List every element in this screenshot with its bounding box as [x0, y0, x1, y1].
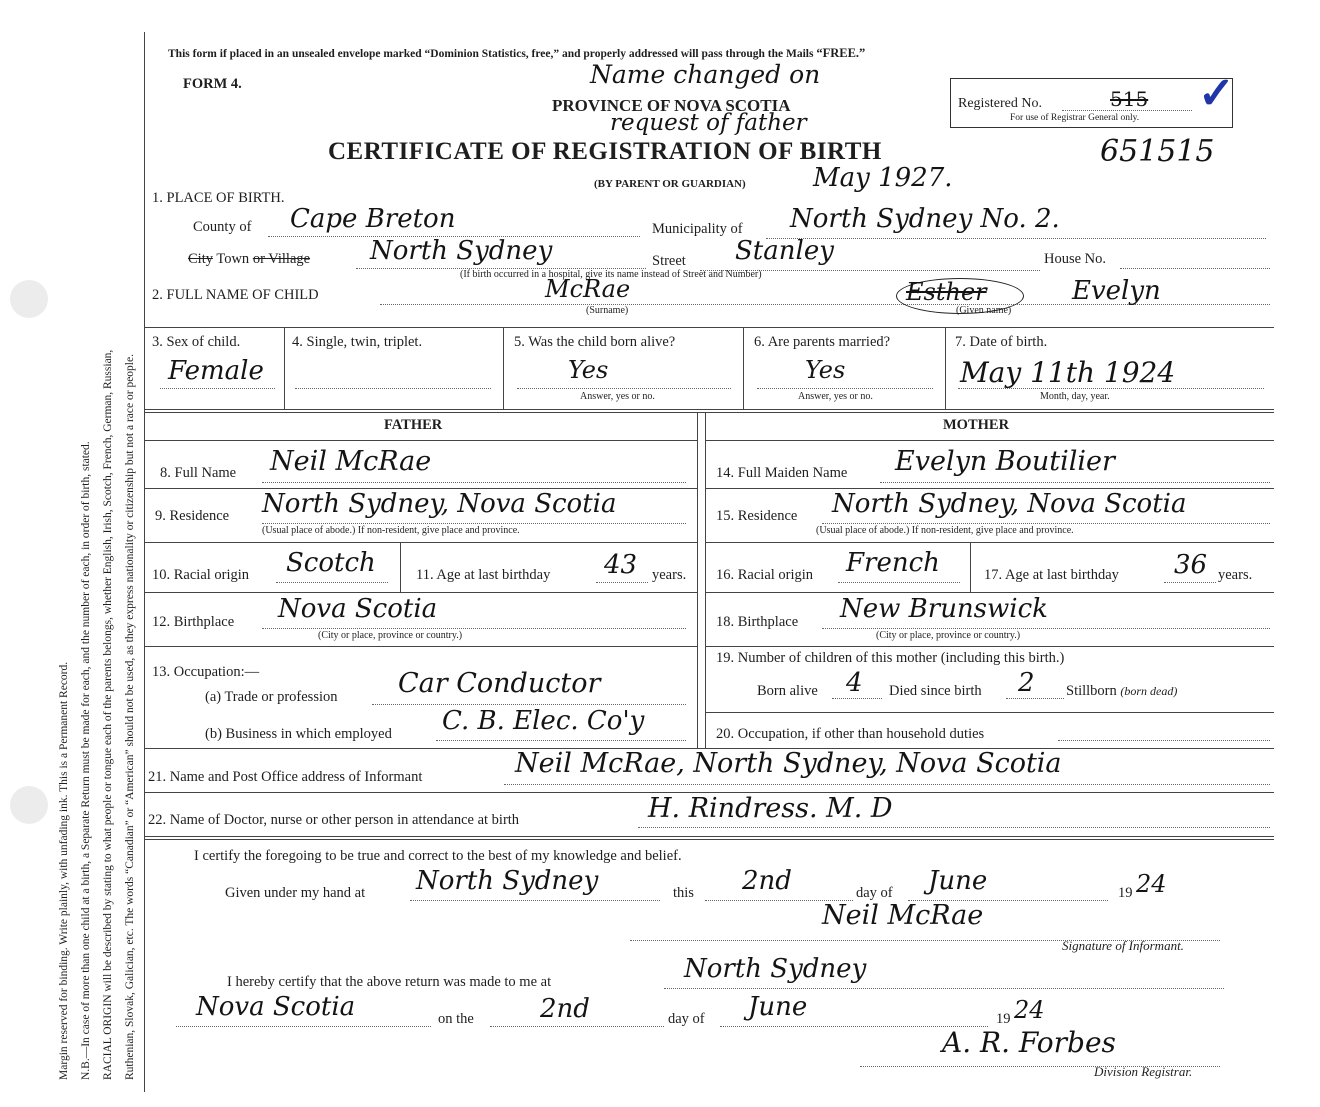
row3-divider-4 [945, 327, 946, 409]
father-trade-dotline [372, 704, 686, 705]
mother-residence-dotline [822, 523, 1270, 524]
father-occupation-label: 13. Occupation:— [152, 664, 260, 680]
father-heading: FATHER [384, 417, 443, 433]
registered-label: Registered No. [958, 96, 1042, 111]
mother-birthplace-label: 18. Birthplace [716, 614, 799, 630]
sex-dotline [160, 388, 275, 389]
town-value: North Sydney [370, 236, 553, 266]
registrar-title: Division Registrar. [1094, 1064, 1193, 1079]
mother-birthplace-dotline [822, 628, 1270, 629]
dob-caption: Month, day, year. [1040, 391, 1110, 402]
father-birthplace-caption: (City or place, province or country.) [318, 630, 463, 641]
dob-label: 7. Date of birth. [955, 334, 1048, 350]
registrar-year-value: 24 [1014, 996, 1045, 1024]
child-name-label: 2. FULL NAME OF CHILD [152, 287, 319, 303]
mother-racial-value: French [846, 548, 940, 578]
mother-occupation-dotline [1058, 740, 1270, 741]
registered-dotline [1062, 110, 1192, 111]
child-given-name: Evelyn [1072, 276, 1161, 306]
father-racial-value: Scotch [286, 548, 376, 578]
side-note-racial-origin-2: Ruthenian, Slovak, Galician, etc. The words “Canadian” or “American” should not be used, as they express nationality or citizenship but not a race or people. [124, 354, 136, 1080]
mother-occupation-label: 20. Occupation, if other than household duties [716, 726, 985, 742]
married-value: Yes [805, 356, 846, 384]
father-racial-label: 10. Racial origin [152, 567, 250, 583]
row3-divider-2 [503, 327, 504, 409]
mother-birthplace-caption: (City or place, province or country.) [876, 630, 1021, 641]
heading-underline-left [144, 440, 697, 441]
doctor-label: 22. Name of Doctor, nurse or other person in attendance at birth [148, 812, 520, 828]
died-dotline [1006, 698, 1064, 699]
born-alive-dotline [832, 698, 882, 699]
given-place-dotline [410, 900, 660, 901]
father-years-label: years. [652, 567, 687, 583]
died-label: Died since birth [889, 683, 982, 699]
mailing-note: This form if placed in an unsealed envelope marked “Dominion Statistics, free,” and properly addressed will pass through the Mails “FREE.” [168, 46, 866, 60]
binding-hole-top [10, 280, 48, 318]
place-of-birth-heading: 1. PLACE OF BIRTH. [152, 190, 285, 206]
heading-underline-right [705, 440, 1274, 441]
binding-hole-middle [10, 786, 48, 824]
father-birthplace-value: Nova Scotia [278, 594, 438, 624]
side-note-multiple-births: N.B.—In case of more than one child at a birth, a Separate Return must be made for each, and the number of each, in order of birth, stated. [80, 441, 92, 1080]
father-age-dotline [596, 582, 648, 583]
parents-top-rule-1 [144, 409, 1274, 410]
mother-racial-divider [970, 542, 971, 592]
registrar-day-value: 2nd [540, 994, 590, 1024]
mother-age-dotline [1164, 582, 1216, 583]
father-row-rule-4 [144, 646, 697, 647]
doctor-value: H. Rindress. M. D [648, 793, 893, 824]
mother-name-value: Evelyn Boutilier [895, 446, 1115, 477]
mother-heading: MOTHER [943, 417, 1010, 433]
mother-row-rule-3 [705, 592, 1274, 593]
registrar-month-value: June [748, 992, 808, 1022]
sex-label: 3. Sex of child. [152, 334, 241, 350]
father-residence-caption: (Usual place of abode.) If non-resident, give place and province. [262, 525, 520, 536]
informant-value: Neil McRae, North Sydney, Nova Scotia [515, 748, 1062, 779]
annotation-date: May 1927. [813, 163, 953, 193]
plurality-label: 4. Single, twin, triplet. [292, 334, 423, 350]
given-under-label: Given under my hand at [225, 885, 366, 901]
doctor-dotline [638, 827, 1270, 828]
father-row-rule-3 [144, 592, 697, 593]
given-name-caption: (Given name) [956, 305, 1012, 316]
father-name-label: 8. Full Name [160, 465, 237, 481]
form-number: FORM 4. [183, 76, 242, 92]
checkmark-icon: ✓ [1198, 69, 1235, 118]
died-value: 2 [1018, 668, 1035, 698]
married-dotline [757, 388, 933, 389]
stillborn-caption: (born dead) [1120, 684, 1178, 698]
house-dotline [1120, 268, 1270, 269]
registrar-place-dotline [664, 988, 1224, 989]
alive-label: 5. Was the child born alive? [514, 334, 676, 350]
mailing-free: “FREE.” [816, 46, 866, 60]
dob-value: May 11th 1924 [960, 356, 1176, 389]
given-month-value: June [928, 866, 988, 896]
certification-top-rule-1 [144, 836, 1274, 837]
mother-years-label: years. [1218, 567, 1253, 583]
father-racial-divider [400, 542, 401, 592]
father-name-value: Neil McRae [270, 446, 432, 477]
certificate-title: CERTIFICATE OF REGISTRATION OF BIRTH [328, 138, 882, 165]
father-birthplace-label: 12. Birthplace [152, 614, 235, 630]
row3-top-border [144, 327, 1274, 328]
given-day-value: 2nd [742, 866, 792, 896]
child-surname: McRae [545, 275, 631, 303]
informant-dotline [504, 784, 1270, 785]
annotation-name-changed: Name changed on [590, 60, 821, 89]
child-given-name-crossed: Esther [906, 278, 987, 306]
sex-value: Female [168, 356, 264, 386]
city-label: City [188, 251, 213, 267]
mother-row-rule-2 [705, 542, 1274, 543]
county-value: Cape Breton [290, 204, 456, 234]
mother-children-label: 19. Number of children of this mother (including this birth.) [716, 650, 1065, 666]
father-residence-value: North Sydney, Nova Scotia [262, 489, 617, 519]
certify-statement: I certify the foregoing to be true and correct to the best of my knowledge and belief. [194, 848, 682, 864]
stillborn-label: Stillborn [1066, 683, 1117, 699]
annotation-request-of-father: request of father [610, 110, 807, 136]
village-label: or Village [252, 251, 311, 267]
father-residence-label: 9. Residence [155, 508, 230, 524]
alive-value: Yes [568, 356, 609, 384]
municipality-label: Municipality of [652, 221, 743, 237]
registrar-signature: A. R. Forbes [942, 1026, 1116, 1059]
hospital-note: (If birth occurred in a hospital, give its name instead of Street and Number) [460, 269, 762, 280]
born-alive-label: Born alive [757, 683, 818, 699]
surname-caption: (Surname) [586, 305, 629, 316]
father-business-value: C. B. Elec. Co'y [442, 706, 645, 736]
mother-residence-label: 15. Residence [716, 508, 798, 524]
father-trade-label: (a) Trade or profession [205, 689, 338, 705]
mother-age-label: 17. Age at last birthday [984, 567, 1119, 583]
row3-divider-1 [284, 327, 285, 409]
given-place-value: North Sydney [416, 866, 599, 896]
registrar-year-prefix: 19 [996, 1011, 1011, 1027]
registrar-statement: I hereby certify that the above return was made to me at [227, 974, 552, 990]
informant-label: 21. Name and Post Office address of Informant [148, 769, 423, 785]
father-trade-value: Car Conductor [398, 668, 601, 699]
form-border-left [144, 32, 145, 1092]
side-note-racial-origin-1: RACIAL ORIGIN will be described by stating to what people or tongue each of the parents belongs, whether English, Irish, Scotch, French, German, Russian, [102, 349, 114, 1080]
county-label: County of [193, 219, 252, 235]
father-name-dotline [262, 482, 686, 483]
stillborn-label-row [1066, 683, 1177, 700]
father-age-label: 11. Age at last birthday [416, 567, 551, 583]
street-label: Street [652, 253, 686, 269]
parents-divider-a [697, 412, 698, 748]
father-residence-dotline [262, 523, 686, 524]
given-this-label: this [673, 885, 694, 901]
registrar-place2-dotline [176, 1026, 431, 1027]
married-caption: Answer, yes or no. [798, 391, 873, 402]
given-day-of-label: day of [856, 885, 893, 901]
registrar-use-note: For use of Registrar General only. [1010, 113, 1140, 123]
subtitle: (BY PARENT OR GUARDIAN) [594, 178, 746, 190]
mother-racial-label: 16. Racial origin [716, 567, 814, 583]
certification-top-rule-2 [144, 839, 1274, 840]
born-alive-value: 4 [846, 668, 863, 698]
side-note-binding: Margin reserved for binding. Write plainly, with unfading ink. This is a Permanent Record. [58, 661, 70, 1080]
informant-signature: Neil McRae [822, 900, 984, 931]
alive-caption: Answer, yes or no. [580, 391, 655, 402]
father-racial-dotline [276, 582, 388, 583]
informant-signature-caption: Signature of Informant. [1062, 938, 1184, 953]
plurality-dotline [295, 388, 491, 389]
town-label: Town [216, 251, 250, 267]
mother-residence-caption: (Usual place of abode.) If non-resident, give place and province. [816, 525, 1074, 536]
municipality-dotline [766, 238, 1266, 239]
parents-top-rule-2 [144, 412, 1274, 413]
mother-birthplace-value: New Brunswick [840, 594, 1048, 624]
mother-age-value: 36 [1174, 550, 1208, 580]
father-business-label: (b) Business in which employed [205, 726, 392, 742]
registered-number: 515 [1110, 87, 1149, 111]
alive-dotline [517, 388, 731, 389]
certificate-number: 651515 [1100, 134, 1215, 169]
mother-row-rule-4 [705, 646, 1274, 647]
mother-name-label: 14. Full Maiden Name [716, 465, 848, 481]
registrar-place-value-1: North Sydney [684, 954, 867, 984]
province-heading: PROVINCE OF NOVA SCOTIA [552, 96, 791, 115]
municipality-value: North Sydney No. 2. [790, 204, 1060, 234]
father-business-dotline [436, 740, 686, 741]
father-birthplace-dotline [262, 628, 686, 629]
parents-divider-b [705, 412, 706, 748]
mother-name-dotline [880, 482, 1270, 483]
registrar-day-of-label: day of [668, 1011, 705, 1027]
registrar-on-the-label: on the [438, 1011, 474, 1027]
town-label-row [188, 251, 310, 268]
father-age-value: 43 [604, 550, 638, 580]
house-label: House No. [1044, 251, 1107, 267]
mother-racial-dotline [838, 582, 960, 583]
registrar-place-value-2: Nova Scotia [196, 992, 356, 1022]
mother-row-rule-5 [705, 712, 1274, 713]
given-year-prefix: 19 [1118, 885, 1133, 901]
given-year-value: 24 [1136, 870, 1167, 898]
street-value: Stanley [735, 236, 834, 266]
mother-residence-value: North Sydney, Nova Scotia [832, 489, 1187, 519]
married-label: 6. Are parents married? [754, 334, 891, 350]
registrar-day-dotline [490, 1026, 664, 1027]
row3-divider-3 [743, 327, 744, 409]
father-row-rule-2 [144, 542, 697, 543]
